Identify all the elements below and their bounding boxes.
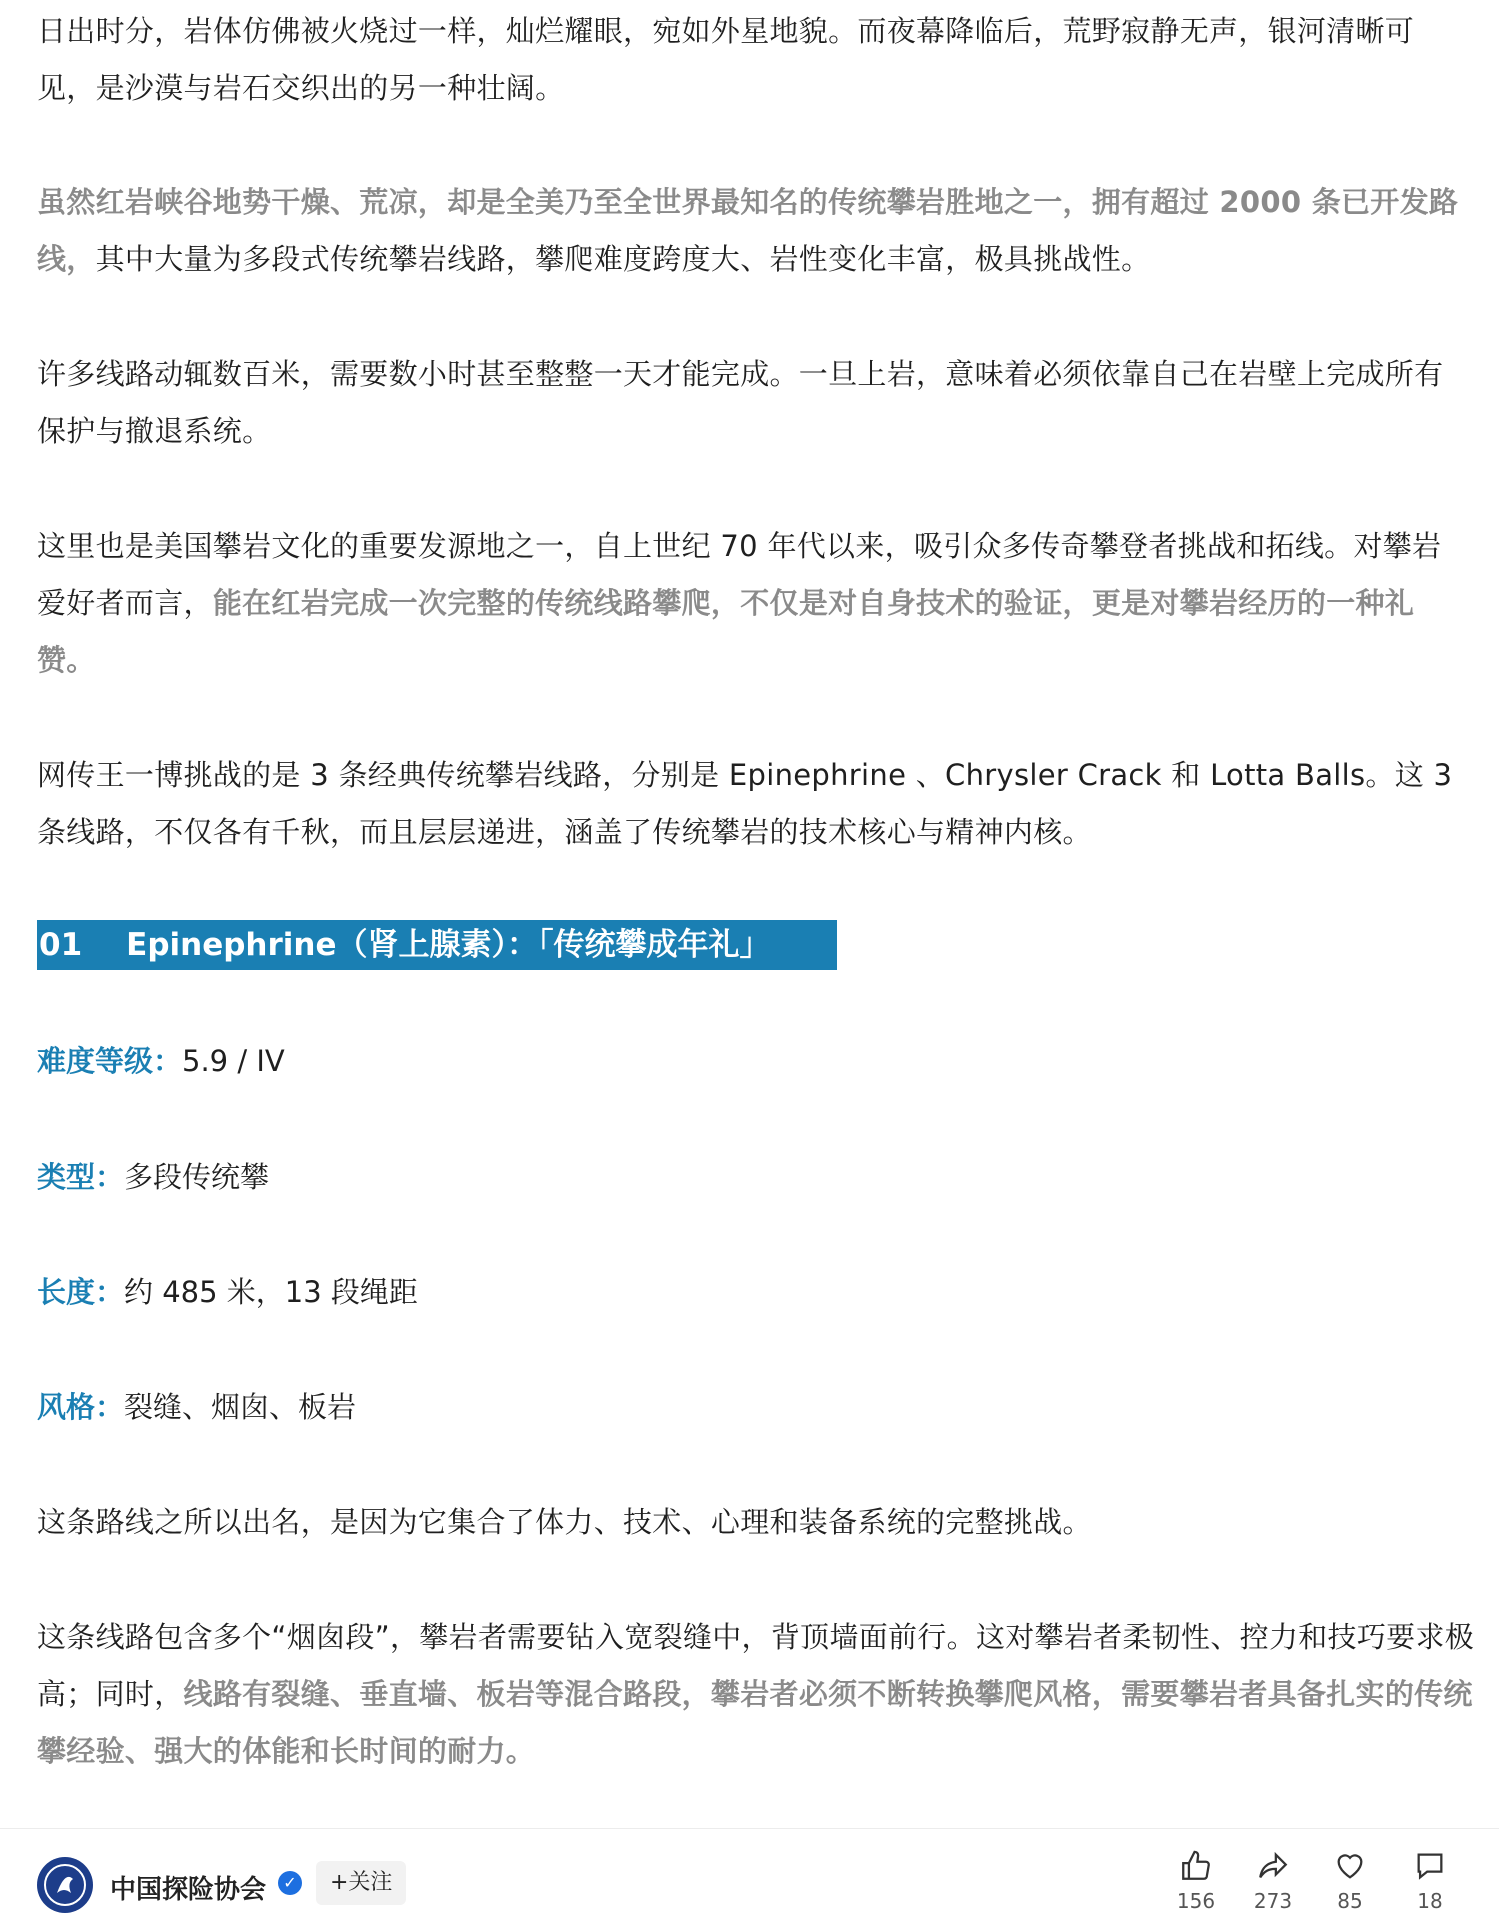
like-count: 156: [1176, 1889, 1216, 1913]
section-title: Epinephrine（肾上腺素）：「传统攀成年礼」: [126, 927, 771, 963]
field-value: 裂缝、烟囱、板岩: [124, 1390, 357, 1424]
paragraph-2: [37, 174, 1467, 288]
paragraph-7-text: 这条线路包含多个“烟囱段”，攀岩者需要钻入宽裂缝中，背顶墙面前行。这对攀岩者柔韧性、控力和技巧要求极高；同时，: [37, 1620, 1475, 1711]
paragraph-4-highlight: 能在红岩完成一次完整的传统线路攀爬，不仅是对自身技术的验证，更是对攀岩经历的一种礼赞。: [37, 586, 1415, 677]
favorite-button[interactable]: [1320, 1849, 1380, 1913]
field-value: 5.9 / IV: [182, 1044, 285, 1078]
comment-button[interactable]: [1400, 1849, 1460, 1913]
field-label: 类型：: [37, 1160, 125, 1194]
section-heading: [37, 920, 837, 970]
route-info-difficulty: [37, 1033, 285, 1090]
field-label: 风格：: [37, 1390, 125, 1424]
thumbs-up-icon: [1179, 1849, 1213, 1883]
section-number: 01: [39, 927, 83, 963]
paragraph-4-text: 这里也是美国攀岩文化的重要发源地之一，自上世纪 70 年代以来，吸引众多传奇攀登者挑战和拓线。对攀岩爱好者而言，: [37, 529, 1442, 620]
paragraph-2-text: 其中大量为多段式传统攀岩线路，攀爬难度跨度大、岩性变化丰富，极具挑战性。: [95, 242, 1151, 276]
field-value: 约 485 米，13 段绳距: [124, 1275, 418, 1309]
route-info-type: [37, 1149, 269, 1206]
like-button[interactable]: [1166, 1849, 1226, 1913]
paragraph-5: 网传王一博挑战的是 3 条经典传统攀岩线路，分别是 Epinephrine 、Chrysler Crack 和 Lotta Balls。这 3 条线路，不仅各有千秋，而且层层递进，涵盖了传统攀岩的技术核心与精神内核。: [37, 758, 1453, 849]
route-info-style: [37, 1379, 356, 1436]
paragraph-7-highlight: 线路有裂缝、垂直墙、板岩等混合路段，攀岩者必须不断转换攀爬风格，需要攀岩者具备扎实的传统攀经验、强大的体能和长时间的耐力。: [37, 1677, 1473, 1768]
follow-button[interactable]: +关注: [316, 1861, 406, 1905]
route-info-length: [37, 1264, 418, 1321]
heart-icon: [1333, 1849, 1367, 1883]
paragraph-6: 这条路线之所以出名，是因为它集合了体力、技术、心理和装备系统的完整挑战。: [37, 1505, 1092, 1539]
paragraph-2-highlight: 虽然红岩峡谷地势干燥、荒凉，却是全美乃至全世界最知名的传统攀岩胜地之一，拥有超过 2000 条已开发路线，: [37, 185, 1459, 276]
paragraph-1: 日出时分，岩体仿佛被火烧过一样，灿烂耀眼，宛如外星地貌。而夜幕降临后，荒野寂静无声，银河清晰可见，是沙漠与岩石交织出的另一种壮阔。: [37, 14, 1415, 105]
field-label: 长度：: [37, 1275, 125, 1309]
field-label: 难度等级：: [37, 1044, 183, 1078]
share-count: 273: [1253, 1889, 1293, 1913]
share-button[interactable]: [1243, 1849, 1303, 1913]
share-arrow-icon: [1256, 1849, 1290, 1883]
verified-badge-icon: ✓: [278, 1871, 302, 1895]
author-name[interactable]: 中国探险协会: [110, 1875, 267, 1905]
author-avatar[interactable]: [37, 1857, 93, 1913]
paragraph-4: [37, 518, 1467, 689]
paragraph-3: 许多线路动辄数百米，需要数小时甚至整整一天才能完成。一旦上岩，意味着必须依靠自己在岩壁上完成所有保护与撤退系统。: [37, 357, 1444, 448]
field-value: 多段传统攀: [124, 1160, 270, 1194]
bottom-action-bar: [0, 1828, 1499, 1913]
association-logo-icon: [37, 1857, 93, 1913]
favorite-count: 85: [1337, 1889, 1363, 1913]
paragraph-7: [37, 1609, 1477, 1780]
comment-count: 18: [1417, 1889, 1443, 1913]
comment-bubble-icon: [1413, 1849, 1447, 1883]
